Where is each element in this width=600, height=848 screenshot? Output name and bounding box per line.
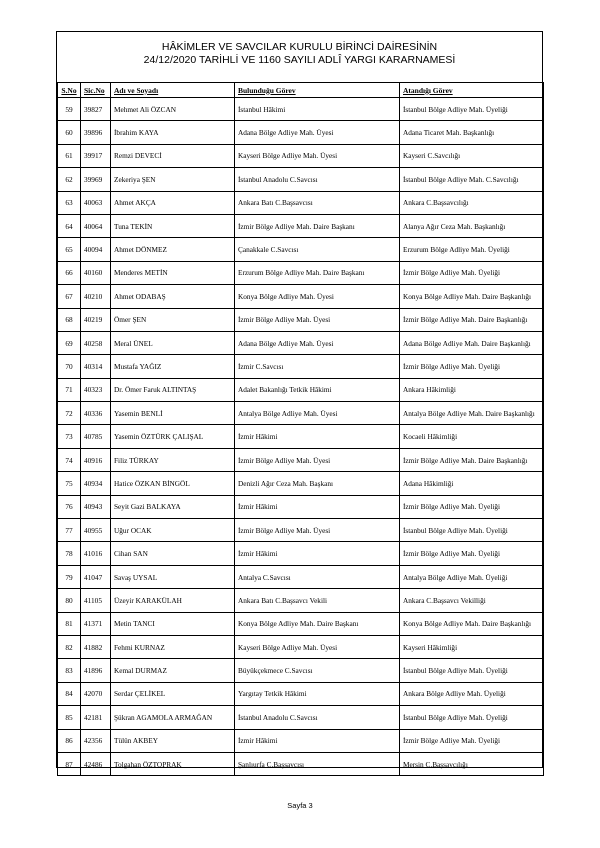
cell-name: Tuna TEKİN (111, 214, 235, 237)
cell-current-post: Erzurum Bölge Adliye Mah. Daire Başkanı (235, 261, 400, 284)
cell-sicno: 39896 (81, 121, 111, 144)
cell-assigned-post: İzmir Bölge Adliye Mah. Üyeliği (400, 542, 544, 565)
cell-sicno: 39969 (81, 168, 111, 191)
cell-assigned-post: İstanbul Bölge Adliye Mah. Üyeliği (400, 519, 544, 542)
cell-assigned-post: Ankara C.Başsavcılığı (400, 191, 544, 214)
table-row (58, 402, 544, 425)
cell-sno: 65 (58, 238, 81, 261)
cell-current-post: Çanakkale C.Savcısı (235, 238, 400, 261)
table-row (58, 261, 544, 284)
cell-sno: 78 (58, 542, 81, 565)
cell-current-post: Kayseri Bölge Adliye Mah. Üyesi (235, 144, 400, 167)
table-row (58, 144, 544, 167)
cell-sicno: 40063 (81, 191, 111, 214)
table-row (58, 98, 544, 121)
table-row (58, 168, 544, 191)
cell-current-post: İzmir Bölge Adliye Mah. Üyesi (235, 519, 400, 542)
cell-assigned-post: İstanbul Bölge Adliye Mah. Üyeliği (400, 659, 544, 682)
cell-sicno: 40785 (81, 425, 111, 448)
document-title (57, 41, 542, 67)
cell-current-post: İzmir Hâkimi (235, 542, 400, 565)
cell-sicno: 42356 (81, 729, 111, 752)
cell-sno: 80 (58, 589, 81, 612)
cell-name: Filiz TÜRKAY (111, 448, 235, 471)
cell-name: Savaş UYSAL (111, 565, 235, 588)
cell-assigned-post: Erzurum Bölge Adliye Mah. Üyeliği (400, 238, 544, 261)
table-row (58, 448, 544, 471)
cell-sno: 83 (58, 659, 81, 682)
cell-assigned-post: Ankara Hâkimliği (400, 378, 544, 401)
cell-sno: 72 (58, 402, 81, 425)
cell-sno: 86 (58, 729, 81, 752)
cell-assigned-post: Kayseri C.Savcılığı (400, 144, 544, 167)
cell-assigned-post: Konya Bölge Adliye Mah. Daire Başkanlığı (400, 285, 544, 308)
table-row (58, 659, 544, 682)
cell-name: Şükran AGAMOLA ARMAĞAN (111, 706, 235, 729)
table-row (58, 378, 544, 401)
cell-current-post: İzmir Hâkimi (235, 495, 400, 518)
decree-table (57, 82, 544, 776)
cell-sno: 77 (58, 519, 81, 542)
cell-sicno: 40210 (81, 285, 111, 308)
header-name: Adı ve Soyadı (111, 83, 235, 98)
cell-assigned-post: Ankara C.Başsavcı Vekilliği (400, 589, 544, 612)
cell-sno: 67 (58, 285, 81, 308)
cell-sno: 74 (58, 448, 81, 471)
cell-current-post: Antalya C.Savcısı (235, 565, 400, 588)
cell-sicno: 41896 (81, 659, 111, 682)
cell-sno: 68 (58, 308, 81, 331)
cell-sno: 85 (58, 706, 81, 729)
header-sicno: Sic.No (81, 83, 111, 98)
cell-name: Mehmet Ali ÖZCAN (111, 98, 235, 121)
cell-name: Uğur OCAK (111, 519, 235, 542)
header-current-post: Bulunduğu Görev (235, 83, 400, 98)
cell-sicno: 41047 (81, 565, 111, 588)
cell-name: Ahmet AKÇA (111, 191, 235, 214)
header-sno: S.No (58, 83, 81, 98)
cell-current-post: Denizli Ağır Ceza Mah. Başkanı (235, 472, 400, 495)
cell-current-post: İzmir Bölge Adliye Mah. Daire Başkanı (235, 214, 400, 237)
cell-name: Menderes METİN (111, 261, 235, 284)
cell-assigned-post: Adana Bölge Adliye Mah. Daire Başkanlığı (400, 331, 544, 354)
cell-current-post: Adana Bölge Adliye Mah. Üyesi (235, 331, 400, 354)
cell-sicno: 40160 (81, 261, 111, 284)
table-row (58, 589, 544, 612)
cell-current-post: Antalya Bölge Adliye Mah. Üyesi (235, 402, 400, 425)
cell-assigned-post: İzmir Bölge Adliye Mah. Üyeliği (400, 355, 544, 378)
cell-sno: 73 (58, 425, 81, 448)
cell-sicno: 40219 (81, 308, 111, 331)
cell-sno: 82 (58, 635, 81, 658)
cell-assigned-post: Adana Hâkimliği (400, 472, 544, 495)
cell-name: İbrahim KAYA (111, 121, 235, 144)
table-row (58, 472, 544, 495)
table-header-row (58, 83, 544, 98)
cell-name: Üzeyir KARAKÜLAH (111, 589, 235, 612)
cell-sicno: 41371 (81, 612, 111, 635)
cell-current-post: Konya Bölge Adliye Mah. Daire Başkanı (235, 612, 400, 635)
cell-name: Cihan SAN (111, 542, 235, 565)
cell-current-post: Şanlıurfa C.Başsavcısı (235, 752, 400, 775)
cell-current-post: Kayseri Bölge Adliye Mah. Üyesi (235, 635, 400, 658)
cell-sno: 63 (58, 191, 81, 214)
cell-assigned-post: Kayseri Hâkimliği (400, 635, 544, 658)
cell-sicno: 42070 (81, 682, 111, 705)
cell-name: Metin TANCI (111, 612, 235, 635)
cell-name: Ahmet DÖNMEZ (111, 238, 235, 261)
table-row (58, 565, 544, 588)
cell-sicno: 41882 (81, 635, 111, 658)
cell-sno: 87 (58, 752, 81, 775)
cell-current-post: İstanbul Anadolu C.Savcısı (235, 168, 400, 191)
cell-sicno: 40258 (81, 331, 111, 354)
table-row (58, 519, 544, 542)
cell-assigned-post: Alanya Ağır Ceza Mah. Başkanlığı (400, 214, 544, 237)
cell-assigned-post: Mersin C.Başsavcılığı (400, 752, 544, 775)
cell-assigned-post: İstanbul Bölge Adliye Mah. Üyeliği (400, 98, 544, 121)
cell-assigned-post: İstanbul Bölge Adliye Mah. Üyeliği (400, 706, 544, 729)
cell-sicno: 40955 (81, 519, 111, 542)
cell-name: Tolgahan ÖZTOPRAK (111, 752, 235, 775)
cell-sicno: 40934 (81, 472, 111, 495)
cell-sno: 69 (58, 331, 81, 354)
cell-current-post: Adana Bölge Adliye Mah. Üyesi (235, 121, 400, 144)
cell-name: Kemal DURMAZ (111, 659, 235, 682)
cell-current-post: Yargıtay Tetkik Hâkimi (235, 682, 400, 705)
cell-assigned-post: Konya Bölge Adliye Mah. Daire Başkanlığı (400, 612, 544, 635)
cell-current-post: İzmir Hâkimi (235, 729, 400, 752)
cell-assigned-post: İzmir Bölge Adliye Mah. Daire Başkanlığı (400, 448, 544, 471)
cell-assigned-post: Adana Ticaret Mah. Başkanlığı (400, 121, 544, 144)
cell-assigned-post: İzmir Bölge Adliye Mah. Üyeliği (400, 495, 544, 518)
cell-sno: 81 (58, 612, 81, 635)
cell-sno: 71 (58, 378, 81, 401)
cell-sicno: 39917 (81, 144, 111, 167)
cell-current-post: Konya Bölge Adliye Mah. Üyesi (235, 285, 400, 308)
cell-name: Dr. Ömer Faruk ALTINTAŞ (111, 378, 235, 401)
cell-current-post: İzmir Bölge Adliye Mah. Üyesi (235, 448, 400, 471)
table-row (58, 635, 544, 658)
cell-current-post: İzmir Bölge Adliye Mah. Üyesi (235, 308, 400, 331)
cell-sno: 70 (58, 355, 81, 378)
cell-name: Remzi DEVECİ (111, 144, 235, 167)
cell-assigned-post: Kocaeli Hâkimliği (400, 425, 544, 448)
cell-name: Hatice ÖZKAN BİNGÖL (111, 472, 235, 495)
cell-assigned-post: Antalya Bölge Adliye Mah. Daire Başkanlığı (400, 402, 544, 425)
table-row (58, 425, 544, 448)
cell-sicno: 40916 (81, 448, 111, 471)
table-row (58, 121, 544, 144)
table-row (58, 308, 544, 331)
cell-name: Tülün AKBEY (111, 729, 235, 752)
cell-sicno: 42486 (81, 752, 111, 775)
table-row (58, 682, 544, 705)
cell-sicno: 41016 (81, 542, 111, 565)
cell-sno: 75 (58, 472, 81, 495)
cell-name: Serdar ÇELİKEL (111, 682, 235, 705)
cell-current-post: Ankara Batı C.Başsavcı Vekili (235, 589, 400, 612)
table-row (58, 355, 544, 378)
cell-sicno: 41105 (81, 589, 111, 612)
cell-current-post: İzmir Hâkimi (235, 425, 400, 448)
table-row (58, 752, 544, 775)
cell-current-post: İstanbul Anadolu C.Savcısı (235, 706, 400, 729)
cell-current-post: İzmir C.Savcısı (235, 355, 400, 378)
header-assigned-post: Atandığı Görev (400, 83, 544, 98)
cell-sno: 66 (58, 261, 81, 284)
cell-current-post: Adalet Bakanlığı Tetkik Hâkimi (235, 378, 400, 401)
table-row (58, 191, 544, 214)
cell-sno: 61 (58, 144, 81, 167)
table-row (58, 238, 544, 261)
cell-assigned-post: İzmir Bölge Adliye Mah. Üyeliği (400, 261, 544, 284)
cell-sno: 59 (58, 98, 81, 121)
cell-name: Ömer ŞEN (111, 308, 235, 331)
title-line-2: 24/12/2020 TARİHLİ VE 1160 SAYILI ADLÎ YARGI KARARNAMESİ (143, 54, 456, 66)
cell-sicno: 39827 (81, 98, 111, 121)
cell-name: Meral ÜNEL (111, 331, 235, 354)
cell-assigned-post: İzmir Bölge Adliye Mah. Üyeliği (400, 729, 544, 752)
cell-sicno: 40336 (81, 402, 111, 425)
cell-assigned-post: Antalya Bölge Adliye Mah. Üyeliği (400, 565, 544, 588)
cell-name: Zekeriya ŞEN (111, 168, 235, 191)
cell-sno: 64 (58, 214, 81, 237)
cell-sno: 79 (58, 565, 81, 588)
cell-sicno: 40094 (81, 238, 111, 261)
cell-sno: 62 (58, 168, 81, 191)
document-frame (56, 31, 543, 768)
page-number: Sayfa 3 (287, 801, 313, 810)
table-row (58, 612, 544, 635)
cell-sicno: 40323 (81, 378, 111, 401)
cell-sno: 84 (58, 682, 81, 705)
cell-sicno: 40943 (81, 495, 111, 518)
cell-assigned-post: İzmir Bölge Adliye Mah. Daire Başkanlığı (400, 308, 544, 331)
cell-name: Yasemin BENLİ (111, 402, 235, 425)
cell-name: Mustafa YAĞIZ (111, 355, 235, 378)
cell-sicno: 40064 (81, 214, 111, 237)
table-row (58, 331, 544, 354)
cell-current-post: İstanbul Hâkimi (235, 98, 400, 121)
table-body (58, 98, 544, 776)
cell-name: Ahmet ODABAŞ (111, 285, 235, 308)
cell-current-post: Ankara Batı C.Başsavcısı (235, 191, 400, 214)
cell-current-post: Büyükçekmece C.Savcısı (235, 659, 400, 682)
cell-assigned-post: Ankara Bölge Adliye Mah. Üyeliği (400, 682, 544, 705)
cell-sicno: 40314 (81, 355, 111, 378)
table-row (58, 542, 544, 565)
cell-assigned-post: İstanbul Bölge Adliye Mah. C.Savcılığı (400, 168, 544, 191)
table-row (58, 495, 544, 518)
table-row (58, 285, 544, 308)
table-row (58, 214, 544, 237)
cell-name: Fehmi KURNAZ (111, 635, 235, 658)
cell-sno: 60 (58, 121, 81, 144)
table-row (58, 729, 544, 752)
title-line-1: HÂKİMLER VE SAVCILAR KURULU BİRİNCİ DAİRESİNİN (161, 41, 438, 53)
cell-name: Seyit Gazi BALKAYA (111, 495, 235, 518)
cell-name: Yasemin ÖZTÜRK ÇALIŞAL (111, 425, 235, 448)
table-row (58, 706, 544, 729)
cell-sicno: 42181 (81, 706, 111, 729)
cell-sno: 76 (58, 495, 81, 518)
